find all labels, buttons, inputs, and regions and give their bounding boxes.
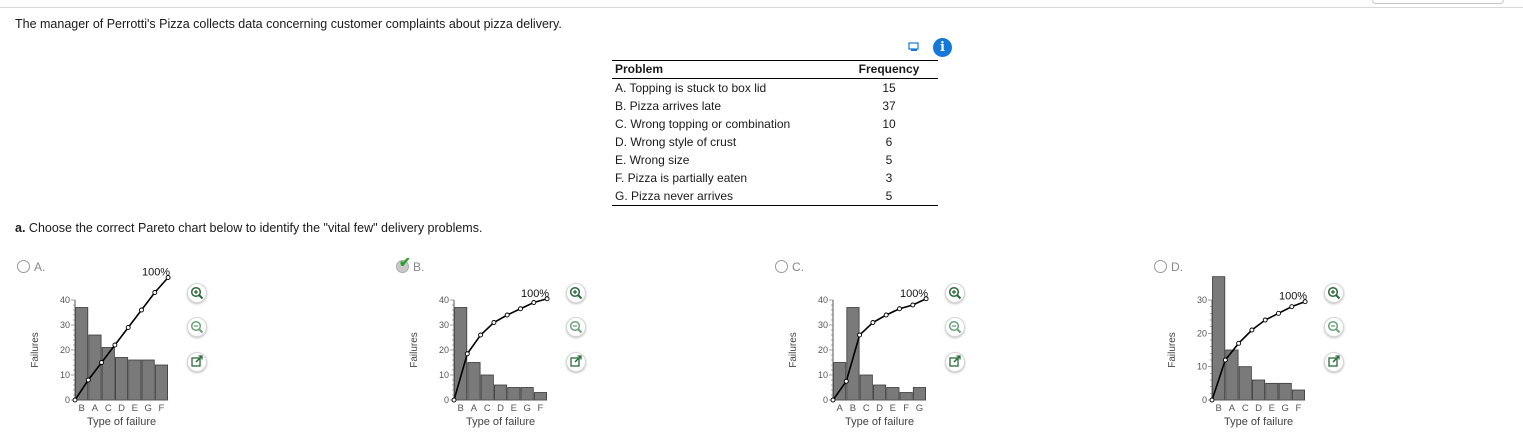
- y-tick-label: 30: [1196, 295, 1207, 305]
- bar: [129, 360, 141, 400]
- pareto-chart-c: [788, 283, 938, 438]
- bar: [1252, 380, 1264, 400]
- frequency-cell: 15: [882, 81, 896, 95]
- table-row: [612, 151, 938, 169]
- radio-d[interactable]: [1154, 260, 1167, 273]
- cumulative-percent-label: 100%: [899, 287, 929, 300]
- bar: [534, 393, 546, 401]
- cumulative-point: [73, 398, 77, 402]
- cumulative-point: [479, 333, 483, 337]
- x-tick-label: D: [118, 403, 125, 414]
- bar: [142, 360, 154, 400]
- radio-c[interactable]: [775, 260, 788, 273]
- zoom-in-icon: [947, 285, 963, 301]
- print-icon[interactable]: [908, 42, 920, 52]
- x-tick-label: A: [470, 403, 478, 414]
- cumulative-point: [452, 398, 456, 402]
- bar: [900, 393, 912, 401]
- bar: [873, 385, 885, 400]
- y-tick-label: 10: [817, 370, 828, 380]
- pareto-chart-a: [30, 266, 180, 438]
- bar: [1292, 390, 1304, 400]
- y-tick-label: 10: [438, 370, 449, 380]
- y-tick-label: 20: [1196, 328, 1207, 339]
- cumulative-point: [153, 291, 157, 295]
- problem-cell: C. Wrong topping or combination: [615, 117, 791, 131]
- y-axis-label: Failures: [30, 332, 41, 368]
- popout-icon: [947, 354, 963, 370]
- bar: [887, 388, 899, 401]
- cumulative-percent-label: 100%: [141, 266, 171, 279]
- frequency-table: [612, 60, 938, 206]
- x-tick-label: A: [836, 403, 843, 414]
- bar: [115, 358, 127, 401]
- x-tick-label: C: [483, 403, 491, 414]
- frequency-cell: 5: [840, 187, 938, 206]
- x-tick-label: D: [876, 403, 883, 414]
- x-tick-label: A: [1228, 403, 1236, 414]
- x-tick-label: E: [1268, 403, 1276, 414]
- bar: [155, 365, 167, 400]
- cumulative-point: [126, 326, 130, 330]
- x-axis-label: Type of failure: [1224, 416, 1294, 428]
- x-tick-label: G: [144, 403, 152, 414]
- x-tick-label: B: [1215, 403, 1222, 414]
- bar: [76, 308, 88, 401]
- popout-icon: [189, 354, 205, 370]
- x-tick-label: D: [497, 403, 504, 414]
- cumulative-point: [1237, 341, 1241, 345]
- zoom-in-icon: [1326, 285, 1342, 301]
- popout-button[interactable]: [566, 352, 586, 372]
- zoom-in-button[interactable]: [945, 283, 965, 303]
- table-row: [612, 133, 938, 151]
- x-tick-label: B: [457, 403, 464, 414]
- y-tick-label: 10: [59, 370, 70, 380]
- y-tick-label: 40: [817, 295, 828, 305]
- bar: [481, 375, 493, 400]
- pareto-chart-b: [409, 283, 559, 438]
- info-icon[interactable]: i: [933, 38, 952, 57]
- option-a[interactable]: [17, 260, 45, 274]
- zoom-in-icon: [189, 285, 205, 301]
- x-tick-label: G: [1281, 403, 1289, 414]
- cumulative-percent-label: 100%: [520, 287, 550, 300]
- table-row: [612, 169, 938, 187]
- cumulative-point: [871, 321, 875, 325]
- cumulative-point: [831, 398, 835, 402]
- cumulative-point: [100, 361, 104, 365]
- cumulative-point: [884, 313, 888, 317]
- y-tick-label: 0: [64, 395, 70, 405]
- x-tick-label: G: [915, 403, 924, 414]
- cumulative-point: [844, 379, 848, 383]
- option-d[interactable]: [1154, 260, 1183, 274]
- x-tick-label: F: [537, 403, 544, 414]
- x-tick-label: A: [91, 403, 99, 414]
- problem-cell: A. Topping is stuck to box lid: [615, 81, 767, 95]
- frequency-cell: 10: [882, 117, 896, 131]
- x-tick-label: C: [104, 403, 112, 414]
- cumulative-point: [1223, 358, 1227, 362]
- cumulative-point: [519, 307, 523, 311]
- x-tick-label: C: [1241, 403, 1249, 414]
- zoom-out-icon: [1326, 319, 1342, 335]
- cumulative-point: [465, 352, 469, 356]
- y-tick-label: 0: [443, 395, 449, 405]
- x-tick-label: G: [523, 403, 531, 414]
- problem-cell: D. Wrong style of crust: [615, 135, 737, 149]
- zoom-out-icon: [189, 319, 205, 335]
- table-row: [612, 115, 938, 133]
- y-tick-label: 30: [59, 320, 70, 330]
- y-tick-label: 20: [438, 345, 449, 355]
- cumulative-point: [1277, 311, 1281, 315]
- x-axis-label: Type of failure: [845, 416, 915, 428]
- question-a: [15, 221, 482, 235]
- zoom-in-icon: [568, 285, 584, 301]
- y-tick-label: 30: [438, 320, 449, 330]
- cumulative-point: [1250, 328, 1254, 332]
- bar: [860, 375, 872, 400]
- problem-cell: F. Pizza is partially eaten: [615, 171, 748, 185]
- bar: [508, 388, 520, 401]
- x-tick-label: E: [889, 403, 897, 414]
- zoom-out-icon: [568, 319, 584, 335]
- popout-button[interactable]: [1324, 352, 1344, 372]
- zoom-out-button[interactable]: [1324, 317, 1344, 337]
- zoom-in-button[interactable]: [187, 283, 207, 303]
- cumulative-point: [532, 301, 536, 305]
- popout-button[interactable]: [945, 352, 965, 372]
- x-axis-label: Type of failure: [87, 416, 157, 428]
- x-tick-label: E: [510, 403, 518, 414]
- option-b[interactable]: [396, 254, 425, 274]
- checkmark-icon: ✔: [399, 254, 411, 270]
- question-text: Choose the correct Pareto chart below to identify the "vital few" delivery problems.: [25, 221, 483, 235]
- x-axis-label: Type of failure: [466, 416, 536, 428]
- x-tick-label: B: [849, 403, 857, 414]
- cumulative-point: [492, 321, 496, 325]
- x-tick-label: F: [158, 403, 165, 414]
- top-divider: [0, 7, 1523, 8]
- frequency-cell: 37: [882, 99, 896, 113]
- x-tick-label: E: [131, 403, 139, 414]
- option-label: C.: [792, 260, 804, 274]
- table-row: [612, 79, 938, 98]
- bar: [521, 388, 533, 401]
- x-tick-label: B: [78, 403, 85, 414]
- frequency-cell: 5: [885, 153, 893, 167]
- y-tick-label: 10: [1196, 361, 1207, 372]
- x-tick-label: F: [903, 403, 910, 414]
- cumulative-point: [113, 343, 117, 347]
- cumulative-point: [1210, 398, 1214, 402]
- zoom-out-button[interactable]: [566, 317, 586, 337]
- popout-icon: [1326, 354, 1342, 370]
- radio-b[interactable]: [396, 254, 411, 273]
- option-label: A.: [34, 260, 46, 274]
- radio-a[interactable]: [17, 260, 30, 273]
- bar: [847, 308, 859, 401]
- option-c[interactable]: [775, 260, 804, 274]
- column-header-frequency: Frequency: [840, 61, 938, 79]
- problem-cell: E. Wrong size: [615, 153, 690, 167]
- x-tick-label: C: [862, 403, 870, 414]
- y-tick-label: 40: [59, 295, 70, 305]
- zoom-in-button[interactable]: [1324, 283, 1344, 303]
- cumulative-point: [911, 303, 915, 307]
- bar: [1266, 383, 1278, 400]
- bar: [913, 388, 925, 401]
- top-control[interactable]: [1372, 0, 1504, 4]
- bar: [1279, 383, 1291, 400]
- column-header-problem: Problem: [612, 61, 840, 79]
- zoom-in-button[interactable]: [566, 283, 586, 303]
- zoom-out-icon: [947, 319, 963, 335]
- y-tick-label: 20: [817, 345, 828, 355]
- cumulative-percent-label: 100%: [1278, 290, 1308, 303]
- cumulative-point: [1290, 305, 1294, 309]
- bar: [102, 348, 114, 401]
- option-label: D.: [1171, 260, 1183, 274]
- frequency-cell: 3: [885, 171, 893, 185]
- cumulative-point: [1263, 318, 1267, 322]
- question-part: a.: [15, 221, 26, 235]
- question-intro: The manager of Perrotti's Pizza collects data concerning customer complaints about pizza delivery.: [15, 17, 562, 31]
- table-row: [612, 97, 938, 115]
- cumulative-point: [858, 333, 862, 337]
- y-axis-label: Failures: [788, 332, 799, 368]
- y-axis-label: Failures: [409, 332, 420, 368]
- y-axis-label: Failures: [1167, 332, 1178, 368]
- y-tick-label: 20: [59, 345, 70, 355]
- problem-cell: B. Pizza arrives late: [615, 99, 722, 113]
- y-tick-label: 30: [817, 320, 828, 330]
- bar: [1239, 367, 1251, 400]
- zoom-out-button[interactable]: [187, 317, 207, 337]
- problem-cell: G. Pizza never arrives: [612, 187, 840, 206]
- frequency-cell: 6: [885, 135, 893, 149]
- bar: [468, 363, 480, 401]
- table-row: [612, 187, 938, 206]
- cumulative-point: [86, 378, 90, 382]
- popout-button[interactable]: [187, 352, 207, 372]
- x-tick-label: D: [1255, 403, 1262, 414]
- popout-icon: [568, 354, 584, 370]
- y-tick-label: 0: [1201, 395, 1207, 405]
- x-tick-label: F: [1295, 403, 1302, 414]
- bar: [89, 335, 101, 400]
- cumulative-point: [898, 307, 902, 311]
- cumulative-point: [505, 313, 509, 317]
- bar: [494, 385, 506, 400]
- cumulative-point: [140, 308, 144, 312]
- pareto-chart-d: [1167, 283, 1317, 438]
- option-label: B.: [413, 260, 425, 274]
- y-tick-label: 0: [822, 395, 828, 405]
- zoom-out-button[interactable]: [945, 317, 965, 337]
- y-tick-label: 40: [438, 295, 449, 305]
